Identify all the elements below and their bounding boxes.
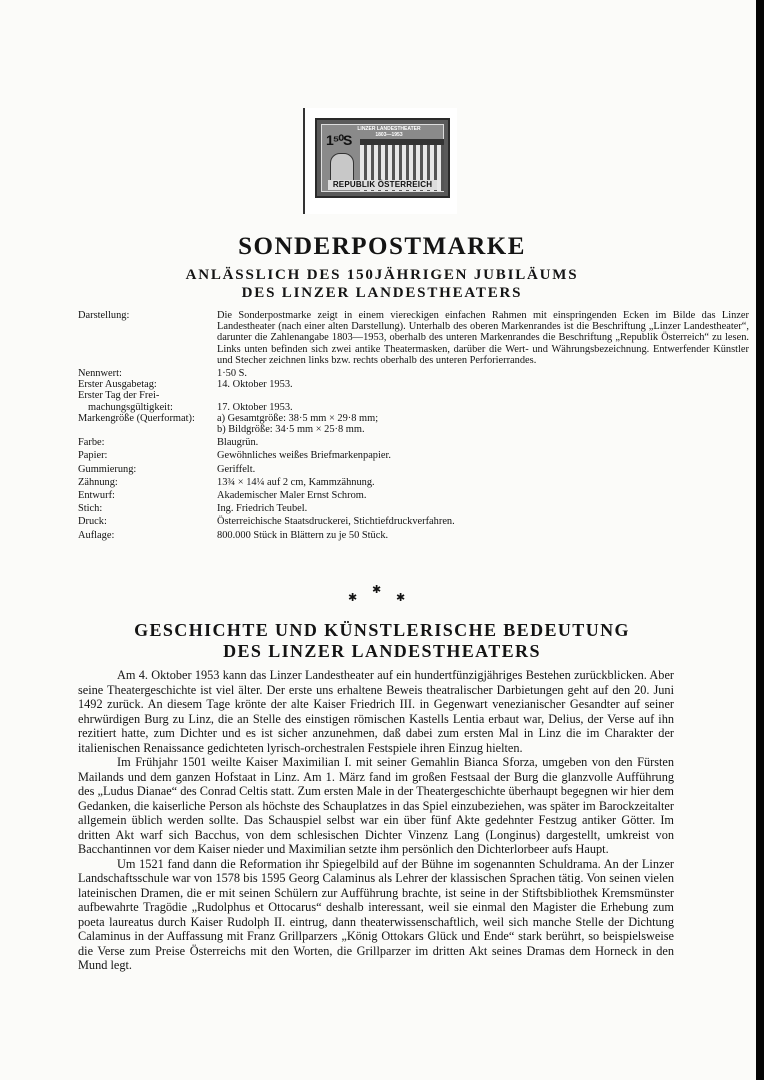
spec-label: Nennwert: [78,368,122,380]
spec-label: Erster Ausgabetag: [78,379,157,391]
spec-value-line1: a) Gesamtgröße: 38·5 mm × 29·8 mm; [217,412,379,424]
spec-row-ausgabetag [78,379,678,390]
star-icon: ✱ [396,592,406,604]
spec-value: 1·50 S. [217,368,248,380]
spec-value: 800.000 Stück in Blättern zu je 50 Stück. [217,529,389,541]
spec-value: Ing. Friedrich Teubel. [217,503,308,515]
spec-row-papier [78,450,678,461]
spec-label: Papier: [78,450,108,462]
spec-value: Blaugrün. [217,437,259,449]
history-paragraph: Am 4. Oktober 1953 kann das Linzer Landestheater auf ein hundertfünzigjähriges Bestehen zurückblicken. Aber seine Theatergeschichte ist viel älter. Der erste uns erhaltene Beweis theatralischer Darbietungen geht auf den 20. Juni 1492 zurück. An diesem Tage krönte der alte Kaiser Friedrich III. in Gegenwart venezianischer Gesandter auf seiner ehrwürdigen Burg zu Linz, die an Stelle des einstigen römischen Kastells Lentia erbaut war, Delius, der Verse auf ihn rezitiert hatte, zum Dichter und es ist sicher anzunehmen, daß dabei zum ersten Mal in Linz die im Charakter der italienischen Renaissance gedichteten lyrisch-orchestralen Festspiele ihren Einzug hielten. [78,668,674,755]
stamp-title [354,126,424,138]
spec-value-line2: b) Bildgröße: 34·5 mm × 25·8 mm. [217,424,365,436]
spec-row-auflage [78,530,678,541]
page-subtitle-line1: ANLÄSSLICH DES 150JÄHRIGEN JUBILÄUMS [185,267,579,283]
spec-row-entwurf [78,490,678,501]
star-icon: ✱ [348,592,358,604]
page-title: SONDERPOSTMARKE [238,233,526,260]
spec-label: Farbe: [78,437,105,449]
spec-value: 13¾ × 14¼ auf 2 cm, Kammzähnung. [217,476,375,488]
postage-stamp [315,118,450,198]
stamp-specifications [78,310,749,541]
spec-label: Stich: [78,503,103,515]
stamp-frame [321,124,444,192]
spec-value-text: 17. Oktober 1953. [217,401,293,413]
history-text [78,668,674,973]
spec-row-druck [78,516,678,527]
history-paragraph: Um 1521 fand dann die Reformation ihr Spiegelbild auf der Bühne im sogenannten Schuldrama. An der Linzer Landschaftsschule war von 1578 bis 1595 Georg Calaminus als Lehrer der klassischen Sprachen tätig. Von seinen vielen lateinischen Dramen, die er mit seinen Schülern zur Aufführung brachte, ist seine in der Stiftsbibliothek Kremsmünster aufbewahrte Tragödie „Rudolphus et Ottocarus“ deshalb interessant, weil sie einmal den Magister die Erhebung zum poeta laureatus durch Kaiser Rudolph II. eintrug, dann theaterwissenschaftlich, weil sich manche Stelle der Dichtung Calaminus in der Auffassung mit Franz Grillparzers „König Ottokars Glück und Ende“ stark berührt, so beispielsweise die Verse zum Preise Österreichs mit den Worten, die Grillparzer im dritten Akt seines Dramas dem Horneck in den Mund legt. [78,856,674,972]
spec-value: Österreichische Staatsdruckerei, Stichtiefdruckverfahren. [217,516,455,528]
history-title-line1: GESCHICHTE UND KÜNSTLERISCHE BEDEUTUNG [134,620,630,640]
spec-row-gummierung [78,464,678,475]
spec-label: Zähnung: [78,476,118,488]
stamp-title-line2: 1803—1953 [375,132,403,138]
stamp-title-line1: LINZER LANDESTHEATER [357,126,421,132]
spec-value: Gewöhnliches weißes Briefmarkenpapier. [217,450,391,462]
spec-row-zaehnung [78,477,678,488]
spec-value: Geriffelt. [217,463,256,475]
spec-label [78,390,217,412]
spec-label-line2: machungsgültigkeit: [88,401,173,413]
spec-row-stich [78,503,678,514]
spec-value [217,390,749,412]
page-subtitle-line2: DES LINZER LANDESTHEATERS [241,285,523,301]
spec-row-markengroesse [78,413,678,435]
asterism-ornament [0,585,764,605]
stamp-country: REPUBLIK ÖSTERREICH [328,180,437,190]
star-icon: ✱ [372,584,382,596]
spec-value: Die Sonderpostmarke zeigt in einem viereckigen einfachen Rahmen mit einspringenden Ecken im Bilde das Linzer Landestheater (nach einer alten Darstellung). Unterhalb des oberen Markenrandes ist die Beschriftung „Linzer Landestheater“, darunter die Zahlenangabe 1803—1953, oberhalb des unteren Markenrandes die Beschriftung „Republik Österreich“ zu lesen. Links unten befinden sich zwei antike Theatermasken, darüber die Wert- und Währungsbezeichnung. Entwerfender Künstler und Stecher zeichnen links bzw. rechts oberhalb des unteren Perforierrandes. [217,310,749,366]
spec-label: Darstellung: [78,310,130,321]
spec-row-nennwert [78,368,678,379]
spec-value: 14. Oktober 1953. [217,379,293,391]
spec-value: Akademischer Maler Ernst Schrom. [217,490,367,502]
spec-value [217,413,749,435]
spec-label-line1: Erster Tag der Frei- [78,390,160,402]
stamp-image [303,108,457,214]
spec-row-darstellung [78,310,749,366]
spec-row-freimachung [78,390,678,412]
spec-label: Markengröße (Querformat): [78,412,195,424]
spec-label: Gummierung: [78,463,137,475]
spec-label: Entwurf: [78,490,115,502]
history-paragraph: Im Frühjahr 1501 weilte Kaiser Maximilian I. mit seiner Gemahlin Bianca Sforza, umgeben von den Fürsten Mailands und dem ganzen Hofstaat in Linz. Am 1. März fand im großen Festsaal der Burg die glanzvolle Aufführung des „Ludus Dianae“ des Conrad Celtis statt. Zum ersten Male in der Theatergeschichte überhaupt begegnen wir hier dem Gedanken, die kaiserliche Person als höchste des Schauplatzes in das Spiel einzubeziehen, was später im Barockzeitalter allgemein üblich werden sollte. Das Schauspiel selbst war ein über fünf Akte gedehnter Festzug antiker Götter. Im dritten Akt warf sich Bacchus, von dem schlesischen Dichter Vinzenz Lang (Longinus) dargestellt, umkreist von Bacchantinnen vor dem Kaiser nieder und Maximilian setzte ihm persönlich den Dichterlorbeer aufs Haupt. [78,755,674,856]
stamp-denomination: 1⁵⁰S [326,132,352,148]
spec-label: Druck: [78,516,107,528]
spec-row-farbe [78,437,678,448]
spec-label: Auflage: [78,529,115,541]
scan-edge-strip [756,0,764,1080]
history-title-line2: DES LINZER LANDESTHEATERS [223,641,541,661]
